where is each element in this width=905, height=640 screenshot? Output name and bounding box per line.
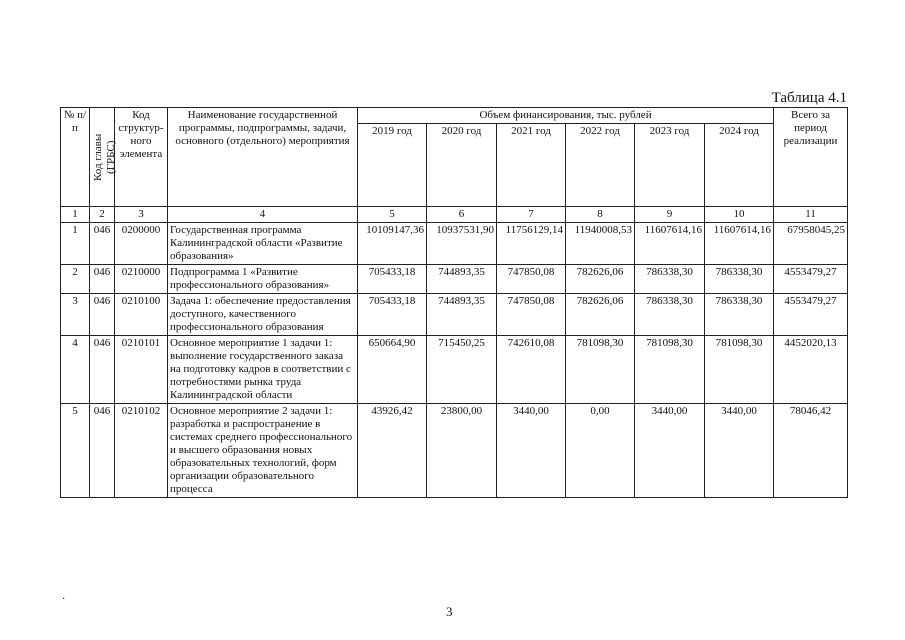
row-name: Основное мероприятие 2 задачи 1: разработка и распространение в системах среднего профессионального и высшего образования новых образовательных технологий, форм организации образовательного процесса xyxy=(168,404,358,498)
row-value: 786338,30 xyxy=(635,265,705,294)
row-value: 781098,30 xyxy=(566,336,635,404)
row-num: 2 xyxy=(61,265,90,294)
row-total: 4553479,27 xyxy=(774,294,848,336)
table-caption: Таблица 4.1 xyxy=(771,90,847,106)
row-grbs: 046 xyxy=(90,265,115,294)
row-value: 10109147,36 xyxy=(358,223,427,265)
header-year: 2019 год xyxy=(358,124,427,207)
col-number: 4 xyxy=(168,207,358,223)
col-number: 9 xyxy=(635,207,705,223)
page-number: 3 xyxy=(446,604,453,619)
header-year: 2024 год xyxy=(705,124,774,207)
row-value: 11756129,14 xyxy=(497,223,566,265)
row-grbs: 046 xyxy=(90,404,115,498)
header-year: 2020 год xyxy=(427,124,497,207)
row-value: 747850,08 xyxy=(497,265,566,294)
row-num: 5 xyxy=(61,404,90,498)
row-value: 715450,25 xyxy=(427,336,497,404)
row-value: 23800,00 xyxy=(427,404,497,498)
row-num: 3 xyxy=(61,294,90,336)
col-number: 1 xyxy=(61,207,90,223)
table-row xyxy=(61,404,848,498)
row-value: 11940008,53 xyxy=(566,223,635,265)
row-value: 3440,00 xyxy=(635,404,705,498)
header-row-1 xyxy=(61,108,848,124)
row-value: 781098,30 xyxy=(705,336,774,404)
row-name: Основное мероприятие 1 задачи 1: выполнение государственного заказа на подготовку кадров в соответствии с потребностями рынка труда Калининградской области xyxy=(168,336,358,404)
row-value: 705433,18 xyxy=(358,294,427,336)
header-name: Наименование государственной программы, подпрограммы, задачи, основного (отдельного) мероприятия xyxy=(168,108,358,207)
row-value: 781098,30 xyxy=(635,336,705,404)
row-value: 43926,42 xyxy=(358,404,427,498)
row-value: 744893,35 xyxy=(427,265,497,294)
row-value: 10937531,90 xyxy=(427,223,497,265)
header-year: 2022 год xyxy=(566,124,635,207)
row-code: 0210000 xyxy=(115,265,168,294)
header-funding: Объем финансирования, тыс. рублей xyxy=(358,108,774,124)
row-value: 11607614,16 xyxy=(635,223,705,265)
row-grbs: 046 xyxy=(90,223,115,265)
row-value: 786338,30 xyxy=(705,294,774,336)
header-num: № п/п xyxy=(61,108,90,207)
col-number: 5 xyxy=(358,207,427,223)
col-number: 2 xyxy=(90,207,115,223)
col-number: 3 xyxy=(115,207,168,223)
row-value: 744893,35 xyxy=(427,294,497,336)
col-number: 7 xyxy=(497,207,566,223)
row-grbs: 046 xyxy=(90,294,115,336)
row-value: 786338,30 xyxy=(635,294,705,336)
row-value: 11607614,16 xyxy=(705,223,774,265)
column-numbers-row xyxy=(61,207,848,223)
table-row xyxy=(61,265,848,294)
header-total: Всего за период реализации xyxy=(774,108,848,207)
row-value: 742610,08 xyxy=(497,336,566,404)
header-year: 2023 год xyxy=(635,124,705,207)
row-total: 4452020,13 xyxy=(774,336,848,404)
col-number: 10 xyxy=(705,207,774,223)
row-total: 67958045,25 xyxy=(774,223,848,265)
col-number: 11 xyxy=(774,207,848,223)
row-value: 705433,18 xyxy=(358,265,427,294)
row-num: 4 xyxy=(61,336,90,404)
row-code: 0210100 xyxy=(115,294,168,336)
row-code: 0210102 xyxy=(115,404,168,498)
row-value: 786338,30 xyxy=(705,265,774,294)
row-value: 747850,08 xyxy=(497,294,566,336)
row-value: 782626,06 xyxy=(566,294,635,336)
row-code: 0210101 xyxy=(115,336,168,404)
row-code: 0200000 xyxy=(115,223,168,265)
header-code: Код структур-ного элемента xyxy=(115,108,168,207)
col-number: 8 xyxy=(566,207,635,223)
row-value: 3440,00 xyxy=(705,404,774,498)
table-row xyxy=(61,294,848,336)
row-name: Государственная программа Калининградской области «Развитие образования» xyxy=(168,223,358,265)
row-name: Подпрограмма 1 «Развитие профессионального образования» xyxy=(168,265,358,294)
stray-mark: · xyxy=(62,594,66,605)
financing-table xyxy=(60,107,848,498)
row-value: 0,00 xyxy=(566,404,635,498)
row-name: Задача 1: обеспечение предоставления доступного, качественного профессионального образования xyxy=(168,294,358,336)
row-value: 650664,90 xyxy=(358,336,427,404)
row-total: 78046,42 xyxy=(774,404,848,498)
table-row xyxy=(61,336,848,404)
table-row xyxy=(61,223,848,265)
row-num: 1 xyxy=(61,223,90,265)
col-number: 6 xyxy=(427,207,497,223)
header-grbs: Код главы (ГРБС) xyxy=(92,133,117,181)
header-year: 2021 год xyxy=(497,124,566,207)
row-value: 3440,00 xyxy=(497,404,566,498)
row-grbs: 046 xyxy=(90,336,115,404)
row-value: 782626,06 xyxy=(566,265,635,294)
row-total: 4553479,27 xyxy=(774,265,848,294)
